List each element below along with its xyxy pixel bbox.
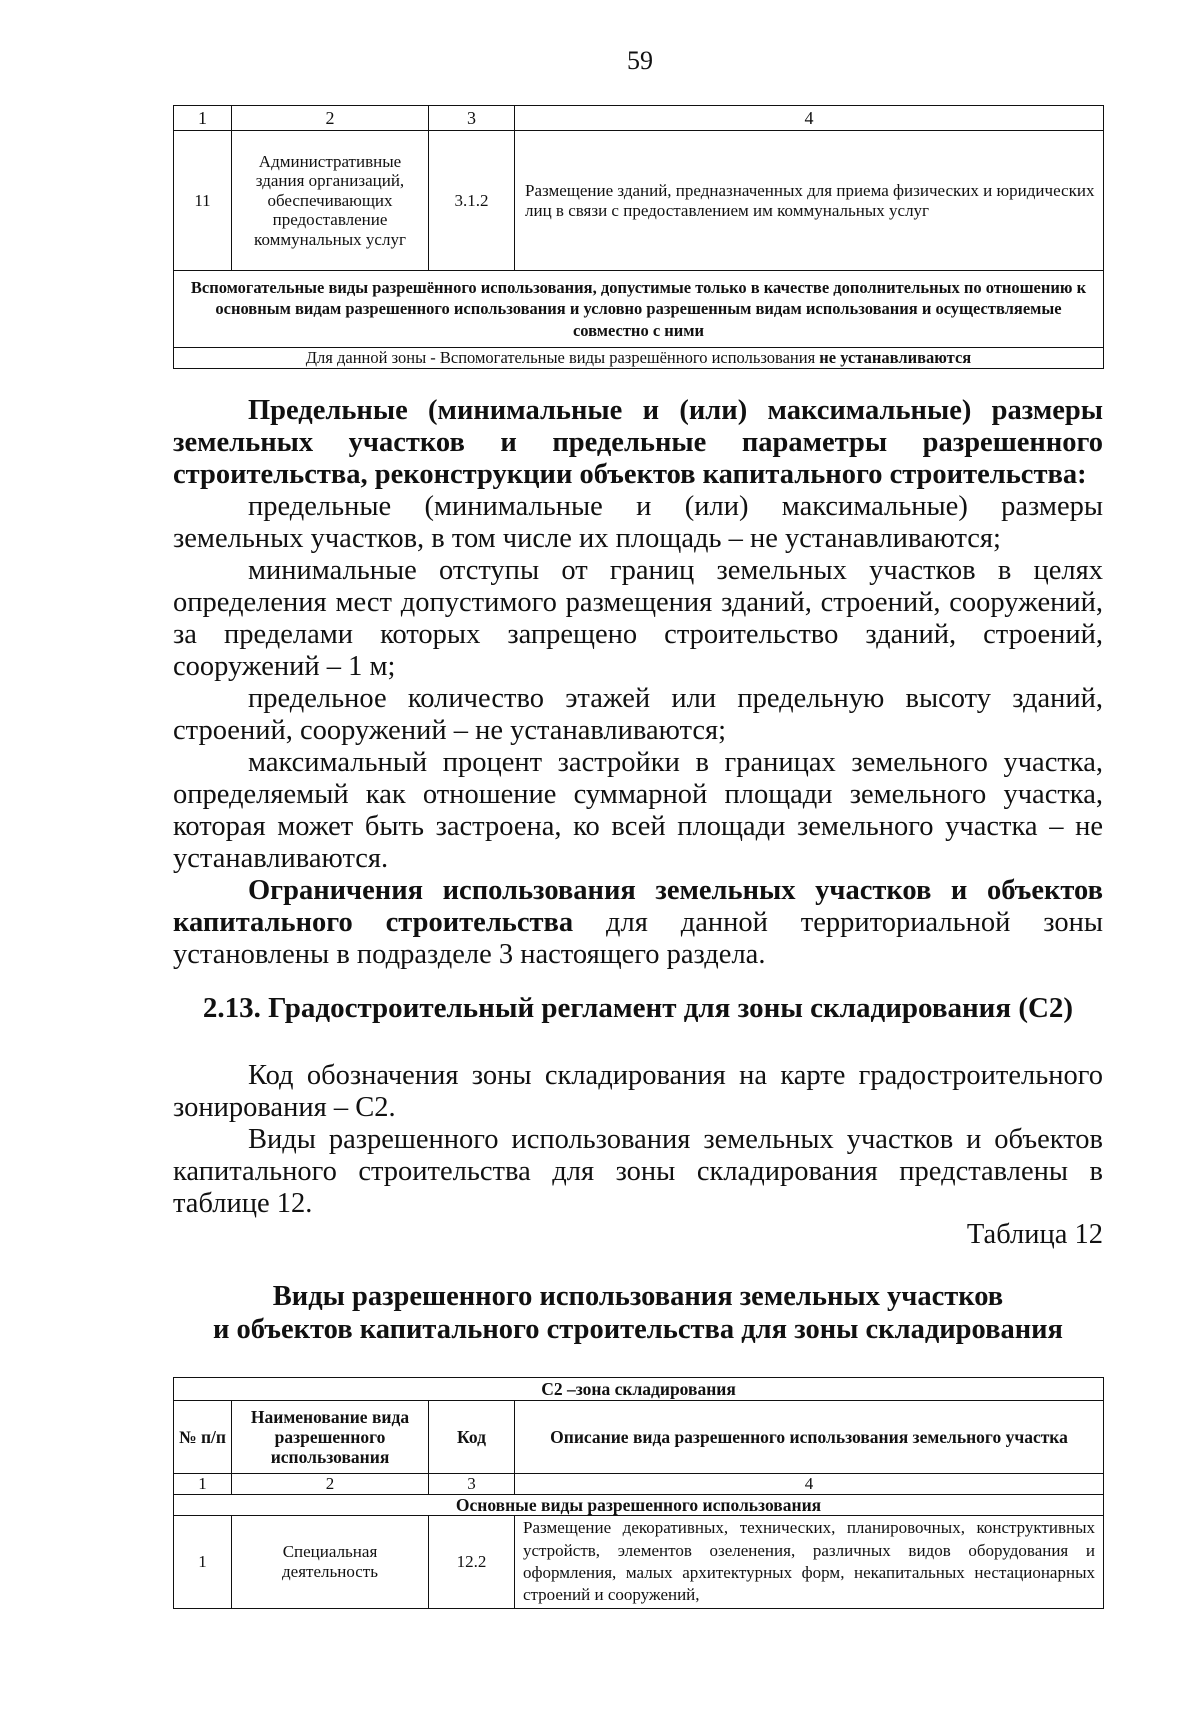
zone-code-paragraph-block (173, 1060, 1103, 1124)
zone-title: С2 –зона складирования (174, 1378, 1104, 1401)
table-row (174, 131, 1104, 271)
main-uses-title-row (174, 1494, 1104, 1515)
main-uses-title: Основные виды разрешенного использования (174, 1494, 1104, 1515)
row-number: 11 (174, 131, 232, 271)
limits-list (173, 491, 1103, 971)
column-number: 4 (515, 106, 1104, 131)
table-title-line: Виды разрешенного использования земельных участков (272, 1281, 1004, 1312)
restrictions-paragraph (173, 875, 1103, 971)
auxiliary-uses-title-row (174, 271, 1104, 348)
column-number-row (174, 1474, 1104, 1495)
table-title (173, 1280, 1103, 1346)
auxiliary-uses-note-row (174, 348, 1104, 369)
table-caption: Таблица 12 (966, 1219, 1103, 1250)
limits-item: предельное количество этажей или предельную высоту зданий, строений, сооружений – не устанавливаются; (173, 683, 1103, 746)
page-number: 59 (627, 46, 653, 75)
zone-c2-permitted-use-table (173, 1377, 1104, 1609)
limits-title: Предельные (минимальные и (или) максимальные) размеры земельных участков и предельные параметры разрешенного строительства, реконструкции объектов капитального строительства: (173, 395, 1103, 490)
column-number: 1 (174, 106, 232, 131)
permitted-uses-paragraph: Виды разрешенного использования земельных участков и объектов капитального строительства для зоны складирования представлены в таблице 12. (173, 1124, 1103, 1219)
table-title-line: и объектов капитального строительства для зоны складирования (213, 1314, 1063, 1345)
column-number: 2 (232, 106, 429, 131)
note-bold-text: не устанавливаются (819, 347, 972, 367)
use-description: Размещение декоративных, технических, планировочных, конструктивных устройств, элементов озеленения, различных видов оборудования и оформления, малых архитектурных форм, некапитальных нестационарных строений и сооружений, (515, 1515, 1104, 1608)
table-row (174, 1515, 1104, 1608)
limits-heading (173, 395, 1103, 491)
column-number: 3 (429, 1474, 515, 1495)
column-number: 4 (515, 1474, 1104, 1495)
column-number-row (174, 106, 1104, 131)
restrictions-bold: Ограничения использования земельных участков и объектов капитального строительства (173, 875, 1103, 938)
column-number: 3 (429, 106, 515, 131)
auxiliary-uses-title: Вспомогательные виды разрешённого использования, допустимые только в качестве дополнительных по отношению к основным видам разрешенного использования и условно разрешенным видам использования и осуществляемые совместно с ними (174, 271, 1104, 348)
restrictions-text: для данной территориальной зоны установлены в подразделе 3 настоящего раздела. (173, 907, 1103, 970)
header-code: Код (429, 1401, 515, 1474)
header-row (174, 1401, 1104, 1474)
zone-code-paragraph: Код обозначения зоны складирования на карте градостроительного зонирования – С2. (173, 1060, 1103, 1123)
permitted-use-table-continuation (173, 105, 1104, 369)
header-number: № п/п (174, 1401, 232, 1474)
permitted-uses-paragraph-block (173, 1124, 1103, 1220)
limits-item: предельные (минимальные и (или) максимальные) размеры земельных участков, в том числе их площадь – не устанавливаются; (173, 491, 1103, 554)
header-name: Наименование вида разрешенного использования (232, 1401, 429, 1474)
use-name: Специальная деятельность (232, 1515, 429, 1608)
use-code: 3.1.2 (429, 131, 515, 271)
row-number: 1 (174, 1515, 232, 1608)
limits-item: максимальный процент застройки в границах земельного участка, определяемый как отношение суммарной площади земельного участка, которая может быть застроена, ко всей площади земельного участка – не устанавливаются. (173, 747, 1103, 874)
zone-title-row (174, 1378, 1104, 1401)
header-description: Описание вида разрешенного использования земельного участка (515, 1401, 1104, 1474)
limits-item: минимальные отступы от границ земельных участков в целях определения мест допустимого размещения зданий, строений, сооружений, за пределами которых запрещено строительство зданий, строений, сооружений – 1 м; (173, 555, 1103, 682)
auxiliary-uses-note (174, 348, 1104, 369)
column-number: 2 (232, 1474, 429, 1495)
column-number: 1 (174, 1474, 232, 1495)
use-description: Размещение зданий, предназначенных для приема физических и юридических лиц в связи с предоставлением им коммунальных услуг (515, 131, 1104, 271)
section-heading: 2.13. Градостроительный регламент для зоны складирования (С2) (202, 992, 1074, 1024)
use-name: Административные здания организаций, обеспечивающих предоставление коммунальных услуг (232, 131, 429, 271)
note-text: Для данной зоны - Вспомогательные виды разрешённого использования (305, 347, 816, 367)
use-code: 12.2 (429, 1515, 515, 1608)
